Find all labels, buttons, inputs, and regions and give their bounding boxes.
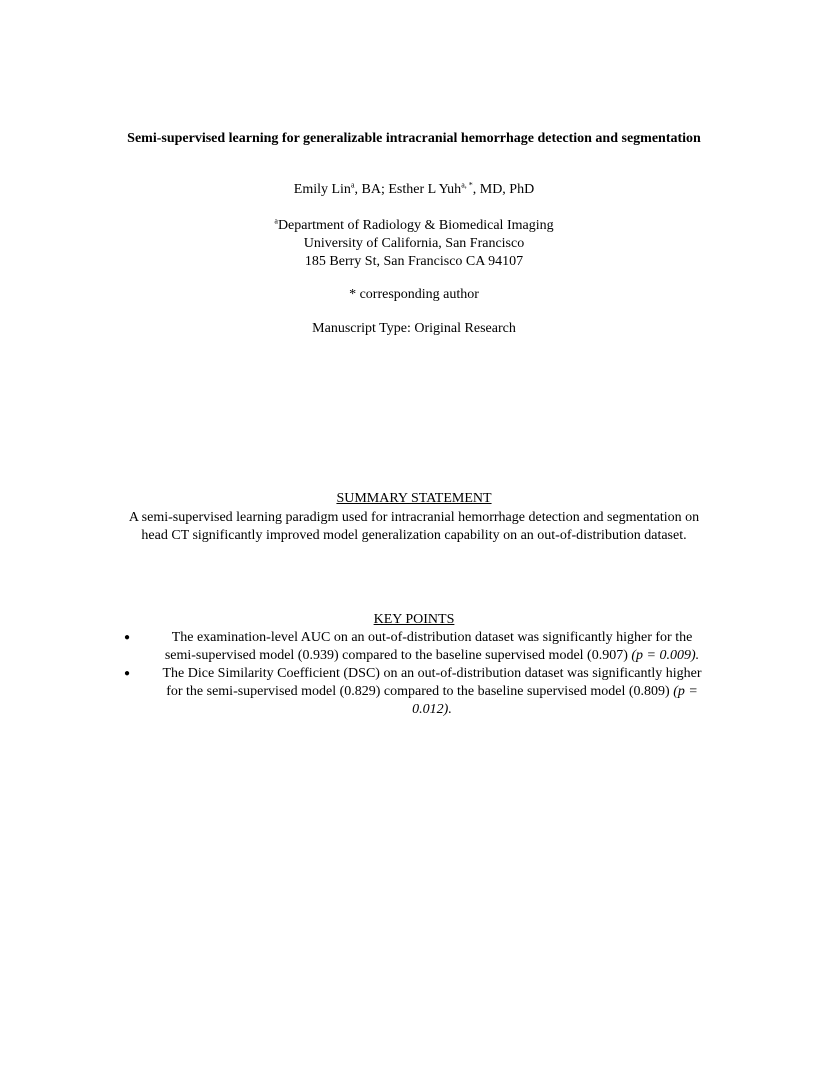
affiliation-block: [0, 217, 828, 271]
author-2-affiliation-marker: a, *: [461, 180, 473, 190]
key-point-item: [114, 665, 714, 719]
key-point-1-line-2: [150, 647, 714, 665]
author-2-name: Esther L Yuh: [388, 182, 462, 197]
author-1-degree: , BA;: [354, 182, 389, 197]
author-1-name: Emily Lin: [293, 182, 351, 197]
key-point-2-line-3: [150, 701, 714, 719]
author-2-degree: , MD, PhD: [472, 182, 535, 197]
key-points-list: [114, 629, 714, 719]
bullet-icon: ●: [124, 632, 131, 643]
key-point-1-p-value: (p = 0.009).: [631, 648, 700, 663]
key-point-item: [114, 629, 714, 665]
author-1-affiliation-marker: a: [350, 180, 355, 190]
summary-line-2: head CT significantly improved model generalization capability on an out-of-distribution dataset.: [141, 528, 687, 543]
key-point-2-text: for the semi-supervised model (0.829) compared to the baseline supervised model (0.809): [166, 684, 674, 699]
author-line: [0, 182, 828, 198]
bullet-icon: ●: [124, 668, 131, 679]
key-point-1-text: semi-supervised model (0.939) compared to the baseline supervised model (0.907): [164, 648, 632, 663]
affiliation-department: [0, 217, 828, 235]
affiliation-department-text: Department of Radiology & Biomedical Imaging: [277, 218, 554, 233]
key-point-2-line-1: The Dice Similarity Coefficient (DSC) on an out-of-distribution dataset was significantly higher: [162, 666, 702, 681]
summary-line-1: A semi-supervised learning paradigm used for intracranial hemorrhage detection and segmentation on: [128, 510, 700, 525]
key-point-2-p-value-end: 0.012).: [412, 702, 452, 717]
key-point-2-p-value-start: (p =: [673, 684, 698, 699]
affiliation-university: University of California, San Francisco: [303, 236, 525, 251]
corresponding-author-note: * corresponding author: [349, 287, 479, 302]
affiliation-marker: a: [274, 216, 278, 226]
summary-statement: [0, 509, 828, 545]
key-point-2-line-2: [150, 683, 714, 701]
summary-heading: SUMMARY STATEMENT: [336, 491, 492, 506]
key-points-heading: KEY POINTS: [373, 612, 455, 627]
affiliation-address: 185 Berry St, San Francisco CA 94107: [304, 254, 524, 269]
key-point-1-line-1: The examination-level AUC on an out-of-distribution dataset was significantly higher for the: [171, 630, 693, 645]
paper-title: Semi-supervised learning for generalizable intracranial hemorrhage detection and segmentation: [127, 131, 701, 146]
manuscript-type: Manuscript Type: Original Research: [312, 321, 516, 336]
